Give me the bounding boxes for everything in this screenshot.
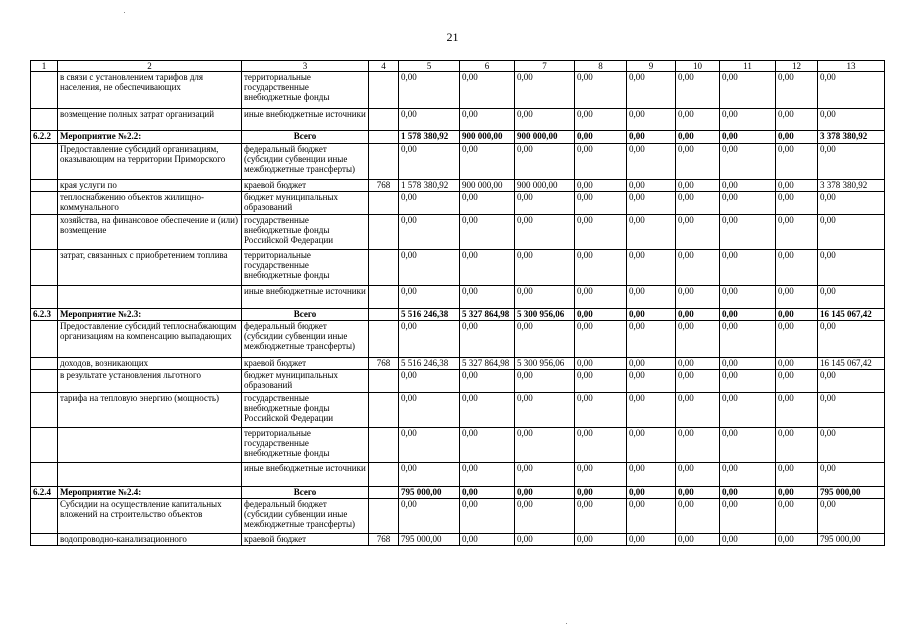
table-cell: 0,00 [575, 393, 627, 428]
table-cell: 0,00 [776, 534, 818, 546]
table-cell: 0,00 [575, 131, 627, 144]
table-cell: 0,00 [399, 370, 460, 393]
table-cell [31, 393, 58, 428]
table-cell: 795 000,00 [818, 487, 885, 499]
table-cell: 0,00 [515, 144, 575, 180]
table-cell: 0,00 [818, 192, 885, 215]
table-cell: хозяйства, на финансовое обеспечение и (или) возмещение [58, 215, 242, 250]
table-cell: бюджет муниципальных образований [242, 370, 369, 393]
table-cell: 0,00 [627, 192, 676, 215]
table-cell: 0,00 [776, 309, 818, 321]
table-cell: 0,00 [460, 499, 515, 534]
table-cell [58, 428, 242, 463]
table-cell: 0,00 [776, 144, 818, 180]
table-cell: Мероприятие №2.4: [58, 487, 242, 499]
table-cell: 0,00 [720, 428, 776, 463]
table-row [31, 499, 885, 534]
table-cell: 0,00 [575, 370, 627, 393]
table-cell: 0,00 [818, 499, 885, 534]
table-cell: 0,00 [720, 321, 776, 358]
column-header: 13 [818, 61, 885, 72]
table-cell: 0,00 [460, 428, 515, 463]
table-cell: федеральный бюджет (субсидии субвенции иные межбюджетные трансферты) [242, 144, 369, 180]
table-cell: 0,00 [776, 463, 818, 487]
table-cell [31, 286, 58, 309]
table-cell: 0,00 [515, 428, 575, 463]
table-cell: 6.2.3 [31, 309, 58, 321]
table-cell: 0,00 [575, 358, 627, 370]
table-cell: 0,00 [515, 192, 575, 215]
table-cell: 0,00 [720, 358, 776, 370]
table-cell [31, 250, 58, 286]
table-cell: 0,00 [676, 321, 720, 358]
table-cell: 0,00 [776, 393, 818, 428]
table-cell: 0,00 [575, 180, 627, 192]
table-cell: 0,00 [627, 144, 676, 180]
table-cell: государственные внебюджетные фонды Российской Федерации [242, 393, 369, 428]
table-cell: 5 300 956,06 [515, 358, 575, 370]
table-cell: 0,00 [818, 215, 885, 250]
table-cell: 0,00 [720, 370, 776, 393]
table-cell: 0,00 [399, 109, 460, 131]
table-cell: 0,00 [676, 534, 720, 546]
table-cell: 0,00 [399, 428, 460, 463]
table-cell [369, 131, 399, 144]
table-cell [369, 215, 399, 250]
table-cell: 6.2.2 [31, 131, 58, 144]
table-cell: 0,00 [575, 309, 627, 321]
column-header: 9 [627, 61, 676, 72]
table-row [31, 428, 885, 463]
table-cell: 0,00 [720, 286, 776, 309]
table-cell: 0,00 [676, 250, 720, 286]
table-cell: 0,00 [720, 487, 776, 499]
table-cell: 0,00 [676, 144, 720, 180]
table-cell [31, 321, 58, 358]
table-cell [31, 109, 58, 131]
table-row [31, 321, 885, 358]
table-row [31, 144, 885, 180]
table-cell: 0,00 [676, 215, 720, 250]
table-cell: 0,00 [515, 286, 575, 309]
table-cell: 5 516 246,38 [399, 358, 460, 370]
table-cell: края услуги по [58, 180, 242, 192]
table-cell: 0,00 [676, 358, 720, 370]
table-cell [369, 250, 399, 286]
table-cell: 0,00 [460, 370, 515, 393]
table-row [31, 131, 885, 144]
table-cell: 0,00 [720, 393, 776, 428]
table-cell: 0,00 [720, 499, 776, 534]
table-cell: 5 327 864,98 [460, 358, 515, 370]
table-cell: 0,00 [776, 109, 818, 131]
table-cell: 0,00 [818, 286, 885, 309]
column-header: 3 [242, 61, 369, 72]
table-cell [369, 463, 399, 487]
table-cell: 0,00 [627, 499, 676, 534]
column-header: 8 [575, 61, 627, 72]
table-cell: 0,00 [515, 534, 575, 546]
table-cell: 0,00 [627, 487, 676, 499]
table-cell [31, 215, 58, 250]
table-cell: 0,00 [460, 463, 515, 487]
table-cell: 1 578 380,92 [399, 180, 460, 192]
table-row [31, 250, 885, 286]
table-cell: 0,00 [627, 131, 676, 144]
table-cell: 0,00 [720, 180, 776, 192]
table-cell: 0,00 [627, 180, 676, 192]
table-cell: 0,00 [627, 109, 676, 131]
table-cell: 0,00 [460, 144, 515, 180]
page-number: 21 [446, 30, 459, 44]
table-cell [58, 463, 242, 487]
table-cell: 0,00 [515, 109, 575, 131]
table-cell: 795 000,00 [399, 534, 460, 546]
table-row [31, 192, 885, 215]
table-cell: 3 378 380,92 [818, 131, 885, 144]
table-cell: 0,00 [515, 215, 575, 250]
table-cell: 0,00 [720, 144, 776, 180]
table-cell: 0,00 [575, 144, 627, 180]
table-cell: 0,00 [399, 286, 460, 309]
table-cell [31, 428, 58, 463]
table-cell [31, 463, 58, 487]
table-cell: в результате установления льготного [58, 370, 242, 393]
table-cell: 0,00 [676, 192, 720, 215]
table-cell: Мероприятие №2.3: [58, 309, 242, 321]
table-cell: 0,00 [776, 192, 818, 215]
table-cell: 0,00 [515, 499, 575, 534]
table-cell [369, 370, 399, 393]
table-row [31, 358, 885, 370]
table-cell: Субсидии на осуществление капитальных вложений на строительство объектов [58, 499, 242, 534]
table-cell: 0,00 [399, 463, 460, 487]
table-cell: 0,00 [720, 131, 776, 144]
table-cell: 795 000,00 [399, 487, 460, 499]
table-cell: 5 516 246,38 [399, 309, 460, 321]
table-cell: 900 000,00 [515, 131, 575, 144]
table-cell: 0,00 [676, 309, 720, 321]
table-cell: 0,00 [399, 192, 460, 215]
table-body [31, 72, 885, 546]
table-cell: 0,00 [776, 250, 818, 286]
table-cell: 768 [369, 534, 399, 546]
table-cell: 0,00 [818, 321, 885, 358]
table-cell: 0,00 [776, 487, 818, 499]
table-cell: теплоснабжению объектов жилищно-коммунального [58, 192, 242, 215]
table-row [31, 370, 885, 393]
table-row [31, 487, 885, 499]
column-header: 5 [399, 61, 460, 72]
table-cell [31, 499, 58, 534]
table-cell: 0,00 [575, 192, 627, 215]
table-cell: 0,00 [720, 109, 776, 131]
table-cell: 0,00 [776, 131, 818, 144]
table-cell: 0,00 [575, 534, 627, 546]
table-cell: 0,00 [776, 358, 818, 370]
table-row [31, 180, 885, 192]
table-cell [31, 192, 58, 215]
table-cell: 0,00 [676, 487, 720, 499]
table-cell: 0,00 [575, 109, 627, 131]
table-row [31, 393, 885, 428]
table-cell: 0,00 [575, 321, 627, 358]
table-cell: 0,00 [818, 109, 885, 131]
column-header: 6 [460, 61, 515, 72]
table-cell: Всего [242, 309, 369, 321]
table-cell: 0,00 [575, 487, 627, 499]
table-cell: 0,00 [515, 393, 575, 428]
table-cell [31, 72, 58, 109]
table-cell: 0,00 [818, 72, 885, 109]
table-cell: 16 145 067,42 [818, 358, 885, 370]
table-cell [369, 321, 399, 358]
table-cell: Предоставление субсидий организациям, оказывающим на территории Приморского [58, 144, 242, 180]
table-cell: 0,00 [399, 144, 460, 180]
column-header: 10 [676, 61, 720, 72]
table-cell: 0,00 [515, 72, 575, 109]
table-cell: 0,00 [720, 309, 776, 321]
table-cell: 0,00 [676, 463, 720, 487]
table-cell: 3 378 380,92 [818, 180, 885, 192]
table-cell [31, 370, 58, 393]
table-cell: 0,00 [627, 428, 676, 463]
table-cell: 795 000,00 [818, 534, 885, 546]
table-cell: 0,00 [676, 393, 720, 428]
table-cell [31, 144, 58, 180]
table-cell [369, 192, 399, 215]
table-cell [369, 286, 399, 309]
table-row [31, 109, 885, 131]
table-cell: 0,00 [460, 393, 515, 428]
table-row [31, 463, 885, 487]
table-cell: 0,00 [460, 534, 515, 546]
table-cell: 0,00 [460, 487, 515, 499]
table-cell [31, 358, 58, 370]
table-cell: 0,00 [720, 463, 776, 487]
table-row [31, 72, 885, 109]
table-cell: 0,00 [776, 321, 818, 358]
table-cell: федеральный бюджет (субсидии субвенции иные межбюджетные трансферты) [242, 499, 369, 534]
table-cell: территориальные государственные внебюджетные фонды [242, 72, 369, 109]
table-cell: краевой бюджет [242, 180, 369, 192]
table-cell: 0,00 [515, 370, 575, 393]
table-cell: 5 300 956,06 [515, 309, 575, 321]
header-row [31, 61, 885, 72]
table-cell: иные внебюджетные источники [242, 463, 369, 487]
table-cell: 0,00 [676, 109, 720, 131]
table-cell: 0,00 [399, 72, 460, 109]
table-cell: в связи с установлением тарифов для населения, не обеспечивающих [58, 72, 242, 109]
table-cell: Предоставление субсидий теплоснабжающим организациям на компенсацию выпадающих [58, 321, 242, 358]
table-cell: 0,00 [627, 309, 676, 321]
column-header: 7 [515, 61, 575, 72]
table-cell: 0,00 [676, 180, 720, 192]
table-cell: 0,00 [460, 321, 515, 358]
scan-speck [124, 12, 125, 13]
table-cell: 0,00 [720, 250, 776, 286]
table-cell: 0,00 [676, 72, 720, 109]
table-cell: 0,00 [676, 370, 720, 393]
table-cell: 0,00 [575, 215, 627, 250]
table-cell: 0,00 [676, 428, 720, 463]
table-cell: 0,00 [460, 286, 515, 309]
table-cell: 0,00 [627, 370, 676, 393]
table-cell: Мероприятие №2.2: [58, 131, 242, 144]
table-cell: 0,00 [515, 487, 575, 499]
table-cell: 0,00 [627, 72, 676, 109]
table-cell: 16 145 067,42 [818, 309, 885, 321]
table-cell: 0,00 [515, 463, 575, 487]
table-cell: краевой бюджет [242, 534, 369, 546]
table-cell: 900 000,00 [460, 131, 515, 144]
table-cell: 1 578 380,92 [399, 131, 460, 144]
table-cell: 0,00 [818, 428, 885, 463]
table-cell: 0,00 [720, 215, 776, 250]
table-cell: 0,00 [627, 463, 676, 487]
table-cell: иные внебюджетные источники [242, 286, 369, 309]
table-cell: 0,00 [627, 286, 676, 309]
table-cell: 768 [369, 180, 399, 192]
table-cell: 0,00 [575, 499, 627, 534]
table-cell: краевой бюджет [242, 358, 369, 370]
table-cell: 6.2.4 [31, 487, 58, 499]
table-cell: 0,00 [818, 250, 885, 286]
table-cell: водопроводно-канализационного [58, 534, 242, 546]
table-cell: 0,00 [776, 499, 818, 534]
table-cell: Всего [242, 487, 369, 499]
table-cell [369, 487, 399, 499]
table-cell [369, 428, 399, 463]
column-header: 2 [58, 61, 242, 72]
table-cell [369, 393, 399, 428]
column-header: 4 [369, 61, 399, 72]
table-cell: 5 327 864,98 [460, 309, 515, 321]
table-cell: 0,00 [575, 250, 627, 286]
table-cell: 0,00 [776, 180, 818, 192]
table-cell: 0,00 [575, 72, 627, 109]
table-cell: 0,00 [776, 370, 818, 393]
table-cell: тарифа на тепловую энергию (мощность) [58, 393, 242, 428]
scan-speck [566, 623, 567, 624]
table-cell: 0,00 [460, 250, 515, 286]
table-cell: территориальные государственные внебюджетные фонды [242, 250, 369, 286]
table-cell: иные внебюджетные источники [242, 109, 369, 131]
table-cell: 0,00 [515, 321, 575, 358]
table-cell: 0,00 [460, 192, 515, 215]
table-cell [369, 309, 399, 321]
table-cell: затрат, связанных с приобретением топлива [58, 250, 242, 286]
table-cell: 0,00 [399, 321, 460, 358]
budget-table [30, 60, 885, 546]
table-cell: федеральный бюджет (субсидии субвенции иные межбюджетные трансферты) [242, 321, 369, 358]
table-cell: 0,00 [676, 131, 720, 144]
table-cell: 0,00 [515, 250, 575, 286]
column-header: 12 [776, 61, 818, 72]
table-cell: 0,00 [627, 321, 676, 358]
table-cell: бюджет муниципальных образований [242, 192, 369, 215]
table-cell: 0,00 [575, 428, 627, 463]
table-cell: 0,00 [399, 499, 460, 534]
table-cell [31, 534, 58, 546]
table-row [31, 215, 885, 250]
table-cell: 0,00 [720, 72, 776, 109]
table-cell: 0,00 [818, 393, 885, 428]
table-cell: 0,00 [676, 499, 720, 534]
table-cell: 0,00 [720, 534, 776, 546]
table-cell: 0,00 [575, 286, 627, 309]
column-header: 11 [720, 61, 776, 72]
table-cell: Всего [242, 131, 369, 144]
table-cell: 900 000,00 [460, 180, 515, 192]
table-cell [369, 499, 399, 534]
column-header: 1 [31, 61, 58, 72]
table-cell: 0,00 [627, 358, 676, 370]
table-cell: 900 000,00 [515, 180, 575, 192]
table-cell: 0,00 [627, 215, 676, 250]
table-cell: государственные внебюджетные фонды Российской Федерации [242, 215, 369, 250]
table-cell: 0,00 [818, 144, 885, 180]
table-cell: 768 [369, 358, 399, 370]
table-cell: 0,00 [460, 215, 515, 250]
table-cell: 0,00 [399, 250, 460, 286]
table-cell: 0,00 [818, 463, 885, 487]
table-cell: 0,00 [676, 286, 720, 309]
table-cell [369, 109, 399, 131]
table-cell: территориальные государственные внебюджетные фонды [242, 428, 369, 463]
table-cell: 0,00 [818, 370, 885, 393]
table-cell: 0,00 [776, 215, 818, 250]
table-cell [58, 286, 242, 309]
table-cell: 0,00 [776, 428, 818, 463]
table-row [31, 534, 885, 546]
table-row [31, 309, 885, 321]
table-cell: 0,00 [627, 534, 676, 546]
table-cell: 0,00 [460, 72, 515, 109]
table-cell: 0,00 [627, 393, 676, 428]
table-row [31, 286, 885, 309]
table-cell: 0,00 [720, 192, 776, 215]
table-cell: 0,00 [575, 463, 627, 487]
table-cell [369, 144, 399, 180]
table-cell: 0,00 [627, 250, 676, 286]
table-cell [31, 180, 58, 192]
table-cell: 0,00 [399, 393, 460, 428]
table-cell [369, 72, 399, 109]
table-cell: 0,00 [776, 72, 818, 109]
table-cell: 0,00 [399, 215, 460, 250]
table-cell: 0,00 [776, 286, 818, 309]
table-cell: возмещение полных затрат организаций [58, 109, 242, 131]
table-cell: 0,00 [460, 109, 515, 131]
table-cell: доходов, возникающих [58, 358, 242, 370]
